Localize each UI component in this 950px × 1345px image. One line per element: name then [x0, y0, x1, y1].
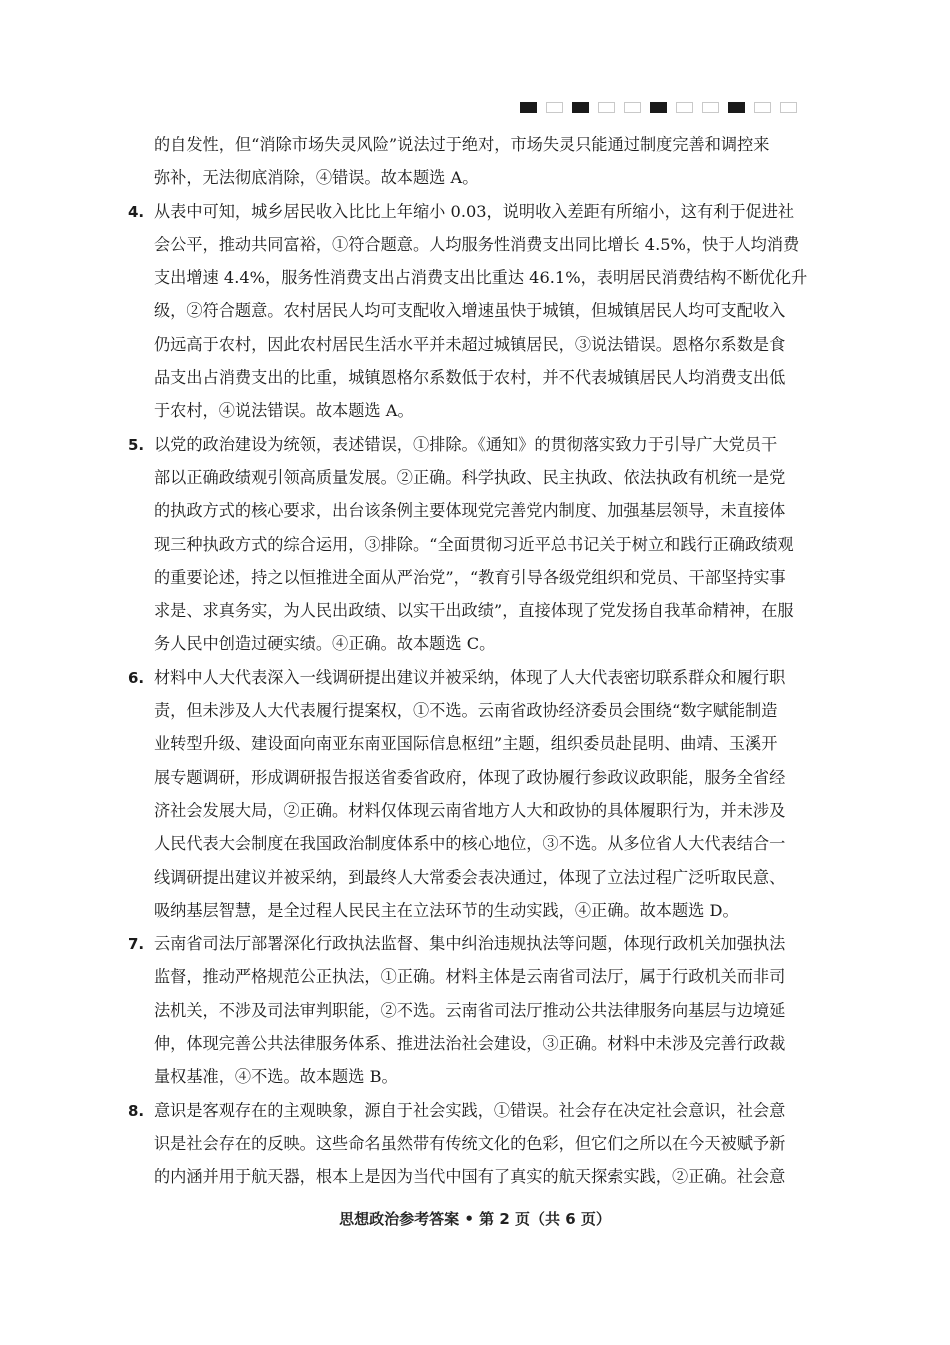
line-text: 云南省司法厅部署深化行政执法监督、集中纠治违规执法等问题，体现行政机关加强执法 [154, 934, 786, 954]
registration-mark-hollow [676, 102, 693, 113]
text-line [112, 794, 832, 827]
line-text: 监督，推动严格规范公正执法，①正确。材料主体是云南省司法厅，属于行政机关而非司 [154, 967, 786, 987]
line-text: 部以正确政绩观引领高质量发展。②正确。科学执政、民主执政、依法执政有机统一是党 [154, 467, 786, 487]
line-text: 支出增速 4.4%，服务性消费支出占消费支出比重达 46.1%，表明居民消费结构不断优化升 [154, 268, 808, 288]
registration-mark-hollow [702, 102, 719, 113]
line-text: 的自发性，但“消除市场失灵风险”说法过于绝对，市场失灵只能通过制度完善和调控来 [154, 135, 770, 154]
line-text: 务人民中创造过硬实绩。④正确。故本题选 C。 [154, 634, 496, 654]
line-text: 法机关，不涉及司法审判职能，②不选。云南省司法厅推动公共法律服务向基层与边境延 [154, 1000, 786, 1020]
line-text: 以党的政治建设为统领，表述错误，①排除。《通知》的贯彻落实致力于引导广大党员干 [154, 434, 778, 454]
text-line [112, 328, 832, 361]
text-line [112, 161, 832, 194]
line-text: 量权基准，④不选。故本题选 B。 [154, 1067, 398, 1087]
line-text: 会公平，推动共同富裕，①符合题意。人均服务性消费支出同比增长 4.5%，快于人均消费 [154, 234, 800, 254]
text-line [112, 761, 832, 794]
answer-text-body [112, 128, 832, 1194]
text-line [112, 694, 832, 727]
line-text: 意识是客观存在的主观映象，源自于社会实践，①错误。社会存在决定社会意识，社会意 [154, 1100, 786, 1120]
registration-marks [520, 102, 815, 114]
text-line [112, 594, 832, 627]
text-line [112, 361, 832, 394]
line-text: 吸纳基层智慧，是全过程人民民主在立法环节的生动实践，④正确。故本题选 D。 [154, 900, 739, 920]
line-text: 业转型升级、建设面向南亚东南亚国际信息枢纽”主题，组织委员赴昆明、曲靖、玉溪开 [154, 734, 778, 754]
question-first-line [112, 428, 832, 461]
text-line [112, 561, 832, 594]
registration-mark-solid [572, 102, 589, 113]
line-text: 的内涵并用于航天器，根本上是因为当代中国有了真实的航天探索实践，②正确。社会意 [154, 1167, 786, 1187]
text-line [112, 528, 832, 561]
text-line [112, 827, 832, 860]
registration-mark-solid [520, 102, 537, 113]
line-text: 人民代表大会制度在我国政治制度体系中的核心地位，③不选。从多位省人大代表结合一 [154, 834, 786, 854]
line-text: 现三种执政方式的综合运用，③排除。“全面贯彻习近平总书记关于树立和践行正确政绩观 [154, 534, 794, 554]
line-text: 济社会发展大局，②正确。材料仅体现云南省地方人大和政协的具体履职行为，并未涉及 [154, 800, 786, 820]
line-text: 线调研提出建议并被采纳，到最终人大常委会表决通过，体现了立法过程广泛听取民意、 [154, 867, 786, 887]
text-line [112, 461, 832, 494]
registration-mark-hollow [780, 102, 797, 113]
line-text: 责，但未涉及人大代表履行提案权，①不选。云南省政协经济委员会围绕“数字赋能制造 [154, 701, 778, 721]
line-text: 求是、求真务实，为人民出政绩、以实干出政绩”，直接体现了党发扬自我革命精神，在服 [154, 601, 794, 621]
line-text: 的重要论述，持之以恒推进全面从严治党”，“教育引导各级党组织和党员、干部坚持实事 [154, 567, 786, 587]
text-line [112, 1027, 832, 1060]
line-text: 从表中可知，城乡居民收入比比上年缩小 0.03，说明收入差距有所缩小，这有利于促进社 [154, 201, 795, 221]
registration-mark-hollow [546, 102, 563, 113]
text-line [112, 960, 832, 993]
line-text: 弥补，无法彻底消除，④错误。故本题选 A。 [154, 168, 479, 188]
text-line [112, 727, 832, 760]
question-first-line [112, 927, 832, 960]
line-text: 于农村，④说法错误。故本题选 A。 [154, 401, 414, 421]
text-line [112, 1060, 832, 1093]
text-line [112, 894, 832, 927]
text-line [112, 394, 832, 427]
question-first-line [112, 661, 832, 694]
text-line [112, 228, 832, 261]
text-line [112, 627, 832, 660]
question-first-line [112, 1094, 832, 1127]
question-number: 4. [128, 202, 145, 221]
registration-mark-solid [728, 102, 745, 113]
line-text: 品支出占消费支出的比重，城镇恩格尔系数低于农村，并不代表城镇居民人均消费支出低 [154, 368, 786, 388]
registration-mark-solid [650, 102, 667, 113]
text-line [112, 294, 832, 327]
text-line [112, 261, 832, 294]
question-number: 6. [128, 668, 145, 687]
question-number: 7. [128, 935, 145, 954]
text-line [112, 994, 832, 1027]
text-line [112, 1127, 832, 1160]
page-footer: 思想政治参考答案 • 第 2 页（共 6 页） [339, 1210, 611, 1228]
question-first-line [112, 195, 832, 228]
text-line [112, 128, 832, 161]
registration-mark-hollow [598, 102, 615, 113]
question-number: 5. [128, 435, 145, 454]
line-text: 仍远高于农村，因此农村居民生活水平并未超过城镇居民，③说法错误。恩格尔系数是食 [154, 334, 786, 354]
line-text: 伸，体现完善公共法律服务体系、推进法治社会建设，③正确。材料中未涉及完善行政裁 [154, 1034, 786, 1054]
line-text: 级，②符合题意。农村居民人均可支配收入增速虽快于城镇，但城镇居民人均可支配收入 [154, 301, 786, 321]
text-line [112, 494, 832, 527]
text-line [112, 861, 832, 894]
line-text: 识是社会存在的反映。这些命名虽然带有传统文化的色彩，但它们之所以在今天被赋予新 [154, 1133, 786, 1153]
line-text: 的执政方式的核心要求，出台该条例主要体现党完善党内制度、加强基层领导，未直接体 [154, 501, 786, 521]
question-number: 8. [128, 1101, 145, 1120]
line-text: 展专题调研，形成调研报告报送省委省政府，体现了政协履行参政议政职能，服务全省经 [154, 767, 786, 787]
registration-mark-hollow [754, 102, 771, 113]
text-line [112, 1160, 832, 1193]
line-text: 材料中人大代表深入一线调研提出建议并被采纳，体现了人大代表密切联系群众和履行职 [154, 667, 786, 687]
registration-mark-hollow [624, 102, 641, 113]
